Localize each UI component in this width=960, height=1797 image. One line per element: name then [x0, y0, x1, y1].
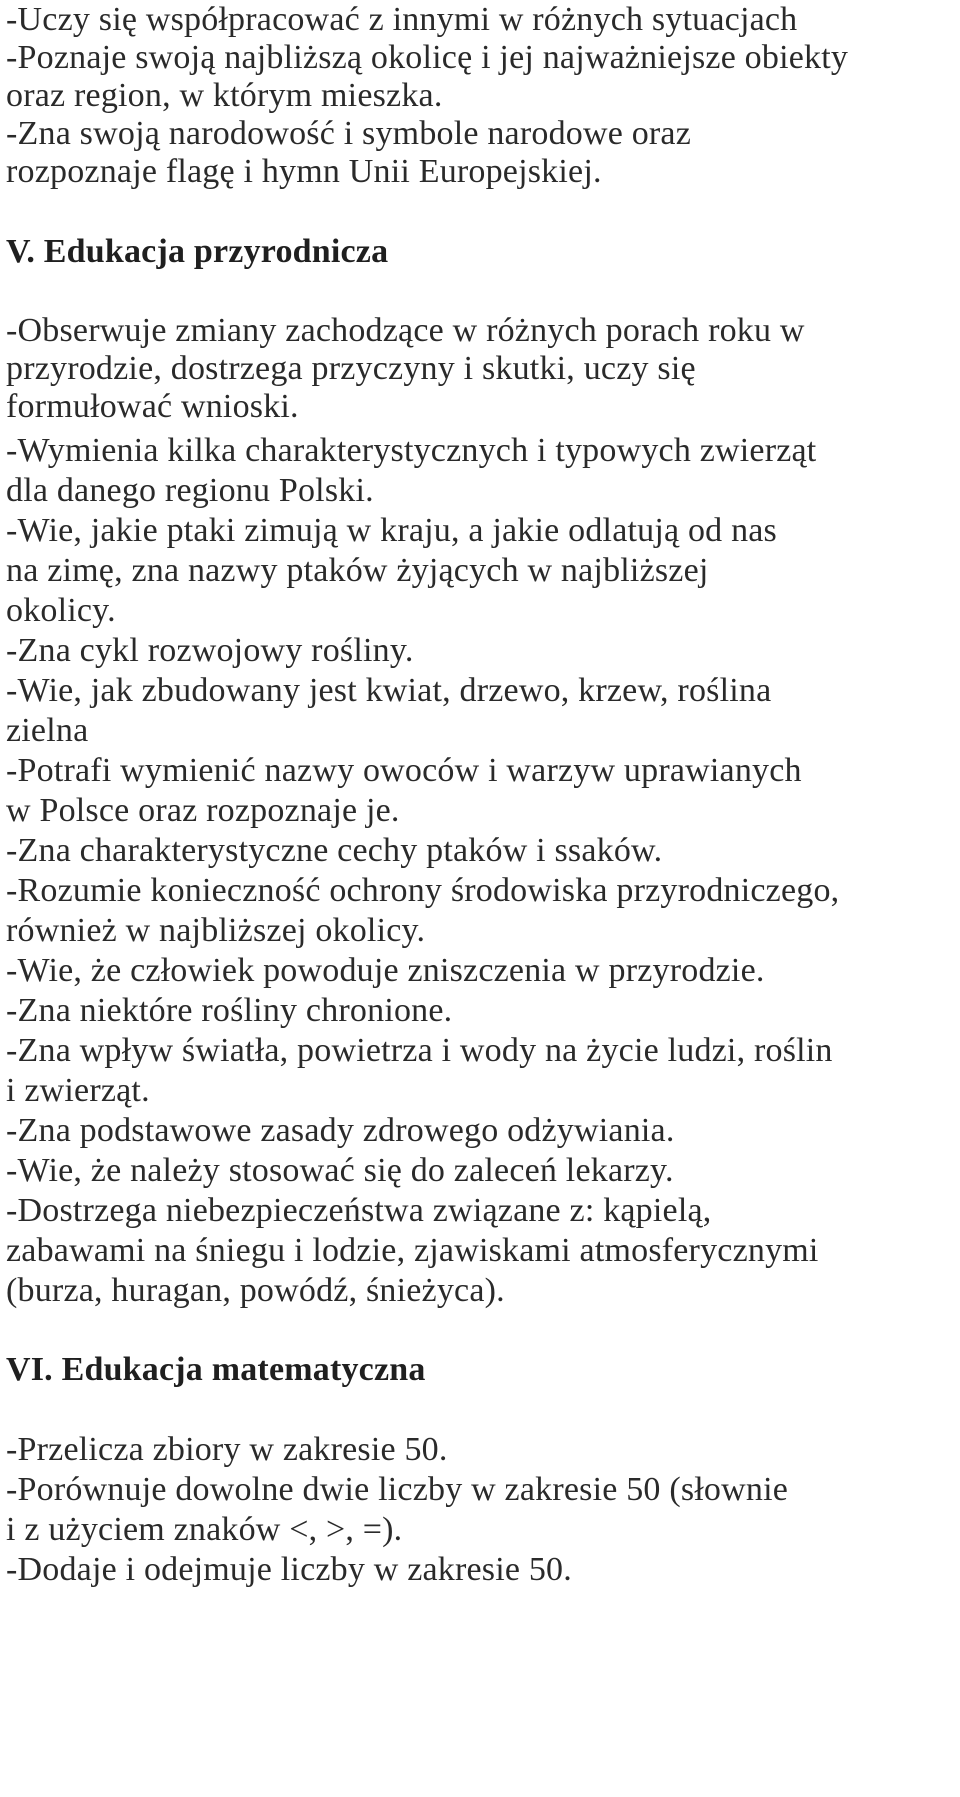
text-line: dla danego regionu Polski. [6, 472, 374, 509]
text-line: -Zna podstawowe zasady zdrowego odżywiania. [6, 1112, 675, 1149]
text-line: również w najbliższej okolicy. [6, 912, 426, 949]
section-heading-vi: VI. Edukacja matematyczna [6, 1351, 426, 1388]
text-line: -Zna charakterystyczne cechy ptaków i ssaków. [6, 832, 663, 869]
text-line: -Zna cykl rozwojowy rośliny. [6, 632, 414, 669]
text-line: przyrodzie, dostrzega przyczyny i skutki, uczy się [6, 350, 696, 387]
text-line: oraz region, w którym mieszka. [6, 77, 443, 114]
text-line: rozpoznaje flagę i hymn Unii Europejskiej. [6, 153, 602, 190]
text-line: i z użyciem znaków <, >, =). [6, 1511, 403, 1548]
text-line: -Wie, że człowiek powoduje zniszczenia w przyrodzie. [6, 952, 765, 989]
text-line: -Wymienia kilka charakterystycznych i typowych zwierząt [6, 432, 817, 469]
text-line: -Zna niektóre rośliny chronione. [6, 992, 453, 1029]
text-line: (burza, huragan, powódź, śnieżyca). [6, 1272, 505, 1309]
section-heading-v: V. Edukacja przyrodnicza [6, 233, 389, 270]
text-line: -Poznaje swoją najbliższą okolicę i jej najważniejsze obiekty [6, 39, 849, 76]
text-line: zabawami na śniegu i lodzie, zjawiskami atmosferycznymi [6, 1232, 819, 1269]
text-line: -Przelicza zbiory w zakresie 50. [6, 1431, 448, 1468]
text-line: i zwierząt. [6, 1072, 150, 1109]
text-line: -Porównuje dowolne dwie liczby w zakresie 50 (słownie [6, 1471, 789, 1508]
text-line: -Potrafi wymienić nazwy owoców i warzyw uprawianych [6, 752, 802, 789]
text-line: -Obserwuje zmiany zachodzące w różnych porach roku w [6, 312, 805, 349]
text-line: na zimę, zna nazwy ptaków żyjących w najbliższej [6, 552, 709, 589]
text-line: -Wie, jak zbudowany jest kwiat, drzewo, krzew, roślina [6, 672, 772, 709]
text-line: -Rozumie konieczność ochrony środowiska przyrodniczego, [6, 872, 840, 909]
text-line: zielna [6, 712, 89, 749]
text-line: -Wie, jakie ptaki zimują w kraju, a jakie odlatują od nas [6, 512, 777, 549]
text-line: -Wie, że należy stosować się do zaleceń lekarzy. [6, 1152, 674, 1189]
text-line: okolicy. [6, 592, 116, 629]
text-line: -Uczy się współpracować z innymi w różnych sytuacjach [6, 1, 798, 38]
text-line: -Zna wpływ światła, powietrza i wody na życie ludzi, roślin [6, 1032, 833, 1069]
text-line: w Polsce oraz rozpoznaje je. [6, 792, 400, 829]
text-line: -Zna swoją narodowość i symbole narodowe oraz [6, 115, 692, 152]
text-line: -Dodaje i odejmuje liczby w zakresie 50. [6, 1551, 572, 1588]
text-line: formułować wnioski. [6, 388, 299, 425]
text-line: -Dostrzega niebezpieczeństwa związane z: kąpielą, [6, 1192, 712, 1229]
